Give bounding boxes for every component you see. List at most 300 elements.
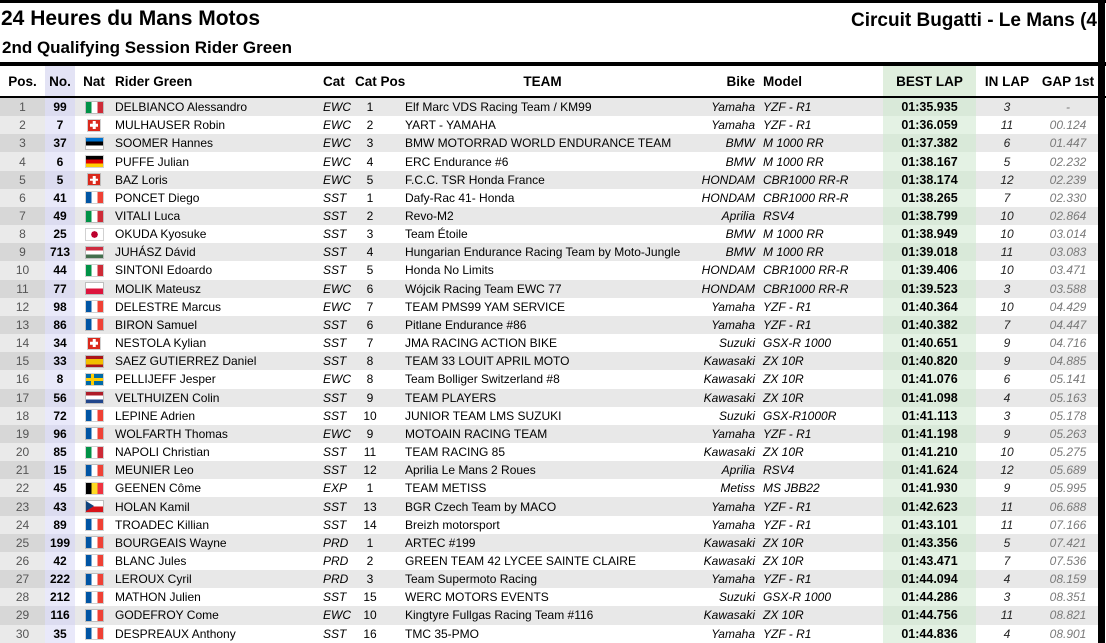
team-name: Team Étoile [405, 227, 468, 242]
category-cell: SST [323, 245, 347, 260]
gap-to-first: 05.178 [1049, 408, 1087, 423]
gap-to-first: 05.689 [1049, 463, 1087, 478]
number-cell: 42 [45, 552, 75, 570]
gap-to-first: 03.083 [1049, 245, 1087, 260]
nationality-flag-icon [88, 338, 100, 349]
nationality-flag-icon [86, 265, 103, 276]
team-name: Breizh motorsport [405, 517, 500, 532]
table-row [0, 171, 1098, 189]
bike-model: M 1000 RR [763, 154, 824, 169]
nationality-flag-icon [86, 447, 103, 458]
column-header-rider: Rider Green [115, 73, 193, 89]
nationality-cell [75, 298, 113, 316]
table-row [0, 443, 1098, 461]
nationality-cell [75, 606, 113, 624]
number-cell: 98 [45, 298, 75, 316]
nationality-cell [75, 334, 113, 352]
nationality-cell [75, 588, 113, 606]
team-name: ARTEC #199 [405, 535, 476, 550]
category-position-cell: 3 [366, 227, 374, 242]
category-position-cell: 13 [363, 499, 377, 514]
gap-to-first: 02.232 [1049, 154, 1087, 169]
nationality-flag-icon [86, 428, 103, 439]
best-lap-time: 01:38.265 [883, 189, 976, 207]
bike-model: ZX 10R [763, 445, 804, 460]
team-name: JMA RACING ACTION BIKE [405, 336, 558, 351]
rider-name: PONCET Diego [115, 190, 200, 205]
gap-to-first: 03.471 [1049, 263, 1087, 278]
category-position-cell: 2 [366, 209, 374, 224]
nationality-flag-icon [86, 574, 103, 585]
category-position-cell: 5 [366, 263, 374, 278]
table-row [0, 407, 1098, 425]
bike-model: CBR1000 RR-R [763, 281, 849, 296]
number-cell: 41 [45, 189, 75, 207]
nationality-flag-icon [86, 392, 103, 403]
bike-brand: Yamaha [711, 499, 755, 514]
position-cell: 25 [0, 534, 45, 552]
position-cell: 14 [0, 334, 45, 352]
best-lap-time: 01:39.406 [883, 261, 976, 279]
nationality-flag-icon [86, 555, 103, 566]
position-cell: 17 [0, 389, 45, 407]
number-cell: 116 [45, 606, 75, 624]
category-position-cell: 4 [366, 154, 374, 169]
bike-brand: HONDAM [701, 281, 755, 296]
position-cell: 24 [0, 516, 45, 534]
team-name: Aprilia Le Mans 2 Roues [405, 463, 536, 478]
best-lap-time: 01:40.382 [883, 316, 976, 334]
category-cell: EWC [323, 136, 351, 151]
table-row [0, 552, 1098, 570]
best-lap-time: 01:44.836 [883, 625, 976, 643]
number-cell: 212 [45, 588, 75, 606]
gap-to-first: 02.330 [1049, 190, 1087, 205]
rider-name: DESPREAUX Anthony [115, 626, 236, 641]
category-cell: EXP [323, 481, 348, 496]
number-cell: 713 [45, 243, 75, 261]
nationality-cell [75, 352, 113, 370]
team-name: Revo-M2 [405, 209, 454, 224]
in-lap-number: 4 [1003, 390, 1011, 405]
position-cell: 4 [0, 152, 45, 170]
nationality-cell [75, 316, 113, 334]
gap-to-first: - [1066, 100, 1070, 115]
column-header-bike: Bike [726, 73, 755, 89]
category-cell: SST [323, 354, 347, 369]
table-row [0, 479, 1098, 497]
table-row [0, 316, 1098, 334]
bike-model: ZX 10R [763, 535, 804, 550]
in-lap-number: 11 [1000, 517, 1014, 532]
in-lap-number: 12 [1000, 172, 1014, 187]
category-cell: PRD [323, 535, 349, 550]
category-cell: PRD [323, 572, 349, 587]
gap-to-first: 08.821 [1049, 608, 1087, 623]
nationality-flag-icon [86, 211, 103, 222]
nationality-cell [75, 225, 113, 243]
category-position-cell: 2 [366, 118, 374, 133]
team-name: JUNIOR TEAM LMS SUZUKI [405, 408, 562, 423]
bike-brand: Suzuki [718, 590, 755, 605]
team-name: YART - YAMAHA [405, 118, 496, 133]
number-cell: 7 [45, 116, 75, 134]
gap-to-first: 05.263 [1049, 426, 1087, 441]
rider-name: BAZ Loris [115, 172, 168, 187]
bike-brand: BMW [725, 136, 755, 151]
team-name: Pitlane Endurance #86 [405, 317, 527, 332]
category-cell: SST [323, 626, 347, 641]
rider-name: LEROUX Cyril [115, 572, 192, 587]
team-name: Wójcik Racing Team EWC 77 [405, 281, 562, 296]
table-row [0, 497, 1098, 515]
table-row [0, 570, 1098, 588]
rider-name: LEPINE Adrien [115, 408, 196, 423]
number-cell: 37 [45, 134, 75, 152]
category-cell: EWC [323, 372, 351, 387]
nationality-cell [75, 389, 113, 407]
number-cell: 34 [45, 334, 75, 352]
bike-brand: Yamaha [711, 118, 755, 133]
rider-name: TROADEC Killian [115, 517, 210, 532]
table-row [0, 389, 1098, 407]
nationality-flag-icon [86, 319, 103, 330]
gap-to-first: 05.275 [1049, 445, 1087, 460]
gap-to-first: 04.716 [1049, 336, 1087, 351]
position-cell: 16 [0, 370, 45, 388]
best-lap-time: 01:41.113 [883, 407, 976, 425]
in-lap-number: 10 [1000, 445, 1014, 460]
in-lap-number: 12 [1000, 463, 1014, 478]
position-cell: 20 [0, 443, 45, 461]
in-lap-number: 9 [1003, 426, 1011, 441]
nationality-cell [75, 171, 113, 189]
column-header-no: No. [45, 66, 75, 96]
category-position-cell: 7 [366, 299, 374, 314]
gap-to-first: 03.014 [1049, 227, 1087, 242]
bike-brand: Yamaha [711, 299, 755, 314]
category-cell: SST [323, 590, 347, 605]
nationality-cell [75, 461, 113, 479]
team-name: TEAM METISS [405, 481, 487, 496]
nationality-flag-icon [86, 229, 103, 240]
bike-model: CBR1000 RR-R [763, 263, 849, 278]
category-cell: PRD [323, 553, 349, 568]
bike-brand: Yamaha [711, 517, 755, 532]
position-cell: 3 [0, 134, 45, 152]
in-lap-number: 3 [1003, 590, 1011, 605]
nationality-cell [75, 207, 113, 225]
best-lap-time: 01:43.101 [883, 516, 976, 534]
number-cell: 45 [45, 479, 75, 497]
bike-brand: Suzuki [718, 336, 755, 351]
rider-name: PELLIJEFF Jesper [115, 372, 216, 387]
rider-name: NAPOLI Christian [115, 445, 210, 460]
nationality-cell [75, 280, 113, 298]
category-position-cell: 1 [366, 481, 374, 496]
position-cell: 1 [0, 98, 45, 116]
number-cell: 99 [45, 98, 75, 116]
bike-model: MS JBB22 [763, 481, 820, 496]
in-lap-number: 6 [1003, 372, 1011, 387]
position-cell: 19 [0, 425, 45, 443]
rider-name: SOOMER Hannes [115, 136, 214, 151]
bike-model: YZF - R1 [763, 426, 812, 441]
category-cell: EWC [323, 426, 351, 441]
in-lap-number: 4 [1003, 626, 1011, 641]
column-header-cat-pos: Cat Pos [355, 73, 406, 89]
team-name: Team Bolliger Switzerland #8 [405, 372, 560, 387]
in-lap-number: 11 [1000, 245, 1014, 260]
category-position-cell: 7 [366, 336, 374, 351]
bike-brand: Kawasaki [703, 390, 755, 405]
best-lap-time: 01:38.167 [883, 152, 976, 170]
nationality-flag-icon [86, 156, 103, 167]
in-lap-number: 10 [1000, 227, 1014, 242]
best-lap-time: 01:36.059 [883, 116, 976, 134]
position-cell: 27 [0, 570, 45, 588]
nationality-flag-icon [86, 628, 103, 639]
table-row [0, 207, 1098, 225]
team-name: Elf Marc VDS Racing Team / KM99 [405, 100, 592, 115]
bike-brand: HONDAM [701, 263, 755, 278]
category-cell: SST [323, 336, 347, 351]
position-cell: 22 [0, 479, 45, 497]
team-name: Kingtyre Fullgas Racing Team #116 [405, 608, 594, 623]
category-cell: SST [323, 408, 347, 423]
bike-model: RSV4 [763, 209, 795, 224]
nationality-cell [75, 243, 113, 261]
gap-to-first: 05.995 [1049, 481, 1087, 496]
best-lap-time: 01:41.076 [883, 370, 976, 388]
number-cell: 25 [45, 225, 75, 243]
table-row [0, 243, 1098, 261]
best-lap-time: 01:39.523 [883, 280, 976, 298]
best-lap-time: 01:44.756 [883, 606, 976, 624]
gap-to-first: 05.163 [1049, 390, 1087, 405]
column-header-model: Model [763, 73, 802, 89]
column-header-cat: Cat [323, 73, 345, 89]
category-position-cell: 3 [366, 572, 374, 587]
in-lap-number: 11 [1000, 118, 1014, 133]
in-lap-number: 7 [1003, 317, 1011, 332]
rider-name: PUFFE Julian [115, 154, 190, 169]
results-table [0, 98, 1098, 643]
best-lap-time: 01:40.364 [883, 298, 976, 316]
team-name: BGR Czech Team by MACO [405, 499, 557, 514]
number-cell: 8 [45, 370, 75, 388]
best-lap-time: 01:44.094 [883, 570, 976, 588]
position-cell: 11 [0, 280, 45, 298]
column-header-team: TEAM [523, 73, 562, 89]
gap-to-first: 00.124 [1049, 118, 1087, 133]
nationality-cell [75, 625, 113, 643]
in-lap-number: 5 [1003, 154, 1011, 169]
number-cell: 15 [45, 461, 75, 479]
best-lap-time: 01:40.651 [883, 334, 976, 352]
bike-brand: HONDAM [701, 172, 755, 187]
best-lap-time: 01:41.624 [883, 461, 976, 479]
in-lap-number: 10 [1000, 299, 1014, 314]
bike-brand: Kawasaki [703, 608, 755, 623]
category-cell: EWC [323, 154, 351, 169]
best-lap-time: 01:37.382 [883, 134, 976, 152]
position-cell: 10 [0, 261, 45, 279]
nationality-flag-icon [86, 138, 103, 149]
rider-name: VITALI Luca [115, 209, 181, 224]
bike-brand: Yamaha [711, 100, 755, 115]
table-row [0, 352, 1098, 370]
page-edge-bar [1098, 0, 1105, 643]
number-cell: 72 [45, 407, 75, 425]
gap-to-first: 08.351 [1049, 590, 1087, 605]
team-name: ERC Endurance #6 [405, 154, 509, 169]
team-name: MOTOAIN RACING TEAM [405, 426, 548, 441]
best-lap-time: 01:44.286 [883, 588, 976, 606]
best-lap-time: 01:41.930 [883, 479, 976, 497]
in-lap-number: 6 [1003, 136, 1011, 151]
bike-brand: Metiss [720, 481, 755, 496]
category-cell: EWC [323, 172, 351, 187]
number-cell: 56 [45, 389, 75, 407]
in-lap-number: 11 [1000, 499, 1014, 514]
position-cell: 29 [0, 606, 45, 624]
number-cell: 43 [45, 497, 75, 515]
rider-name: GEENEN Côme [115, 481, 202, 496]
nationality-flag-icon [86, 283, 103, 294]
category-cell: SST [323, 445, 347, 460]
bike-model: ZX 10R [763, 354, 804, 369]
category-position-cell: 14 [363, 517, 377, 532]
nationality-flag-icon [86, 519, 103, 530]
bike-brand: Yamaha [711, 426, 755, 441]
gap-to-first: 05.141 [1049, 372, 1087, 387]
category-position-cell: 9 [366, 426, 374, 441]
number-cell: 33 [45, 352, 75, 370]
in-lap-number: 10 [1000, 209, 1014, 224]
rider-name: VELTHUIZEN Colin [115, 390, 220, 405]
team-name: GREEN TEAM 42 LYCEE SAINTE CLAIRE [405, 553, 636, 568]
team-name: TEAM PLAYERS [405, 390, 497, 405]
rider-name: JUHÁSZ Dávid [115, 245, 196, 260]
category-cell: SST [323, 317, 347, 332]
nationality-cell [75, 516, 113, 534]
gap-to-first: 04.885 [1049, 354, 1087, 369]
in-lap-number: 5 [1003, 535, 1011, 550]
best-lap-time: 01:39.018 [883, 243, 976, 261]
nationality-cell [75, 98, 113, 116]
rider-name: MATHON Julien [115, 590, 201, 605]
category-position-cell: 2 [366, 553, 374, 568]
gap-to-first: 03.588 [1049, 281, 1087, 296]
nationality-flag-icon [88, 120, 100, 131]
best-lap-time: 01:40.820 [883, 352, 976, 370]
in-lap-number: 9 [1003, 354, 1011, 369]
table-row [0, 261, 1098, 279]
bike-model: RSV4 [763, 463, 795, 478]
bike-model: M 1000 RR [763, 136, 824, 151]
nationality-flag-icon [86, 410, 103, 421]
position-cell: 5 [0, 171, 45, 189]
bike-brand: Aprilia [721, 463, 755, 478]
rider-name: BLANC Jules [115, 553, 187, 568]
rider-name: SINTONI Edoardo [115, 263, 213, 278]
team-name: TEAM RACING 85 [405, 445, 506, 460]
table-row [0, 516, 1098, 534]
gap-to-first: 08.159 [1049, 572, 1087, 587]
category-position-cell: 10 [363, 408, 377, 423]
team-name: TEAM 33 LOUIT APRIL MOTO [405, 354, 570, 369]
team-name: TEAM PMS99 YAM SERVICE [405, 299, 566, 314]
rider-name: BOURGEAIS Wayne [115, 535, 227, 550]
nationality-cell [75, 425, 113, 443]
bike-brand: Kawasaki [703, 553, 755, 568]
nationality-flag-icon [86, 483, 103, 494]
rider-name: SAEZ GUTIERREZ Daniel [115, 354, 257, 369]
best-lap-time: 01:35.935 [883, 98, 976, 116]
bike-model: YZF - R1 [763, 299, 812, 314]
gap-to-first: 01.447 [1049, 136, 1087, 151]
nationality-cell [75, 189, 113, 207]
table-row [0, 461, 1098, 479]
nationality-flag-icon [86, 537, 103, 548]
rider-name: NESTOLA Kylian [115, 336, 207, 351]
team-name: Dafy-Rac 41- Honda [405, 190, 515, 205]
table-row [0, 606, 1098, 624]
nationality-cell [75, 443, 113, 461]
column-header-best-lap: BEST LAP [883, 66, 976, 96]
category-position-cell: 8 [366, 372, 374, 387]
best-lap-time: 01:38.949 [883, 225, 976, 243]
in-lap-number: 9 [1003, 336, 1011, 351]
in-lap-number: 9 [1003, 481, 1011, 496]
category-position-cell: 8 [366, 354, 374, 369]
table-row [0, 280, 1098, 298]
position-cell: 7 [0, 207, 45, 225]
category-cell: EWC [323, 608, 351, 623]
nationality-cell [75, 552, 113, 570]
best-lap-time: 01:41.198 [883, 425, 976, 443]
nationality-flag-icon [86, 247, 103, 258]
rider-name: OKUDA Kyosuke [115, 227, 207, 242]
category-cell: EWC [323, 281, 351, 296]
rider-name: WOLFARTH Thomas [115, 426, 228, 441]
in-lap-number: 11 [1000, 608, 1014, 623]
in-lap-number: 3 [1003, 100, 1011, 115]
team-name: Honda No Limits [405, 263, 494, 278]
position-cell: 21 [0, 461, 45, 479]
bike-brand: Kawasaki [703, 372, 755, 387]
position-cell: 26 [0, 552, 45, 570]
nationality-cell [75, 152, 113, 170]
category-position-cell: 12 [363, 463, 377, 478]
category-position-cell: 9 [366, 390, 374, 405]
category-position-cell: 4 [366, 245, 374, 260]
nationality-cell [75, 407, 113, 425]
gap-to-first: 02.239 [1049, 172, 1087, 187]
nationality-cell [75, 370, 113, 388]
table-row [0, 425, 1098, 443]
category-cell: SST [323, 263, 347, 278]
bike-brand: Kawasaki [703, 445, 755, 460]
gap-to-first: 07.421 [1049, 535, 1087, 550]
number-cell: 5 [45, 171, 75, 189]
best-lap-time: 01:42.623 [883, 497, 976, 515]
team-name: Team Supermoto Racing [405, 572, 538, 587]
nationality-cell [75, 570, 113, 588]
nationality-flag-icon [88, 174, 100, 185]
team-name: F.C.C. TSR Honda France [405, 172, 545, 187]
